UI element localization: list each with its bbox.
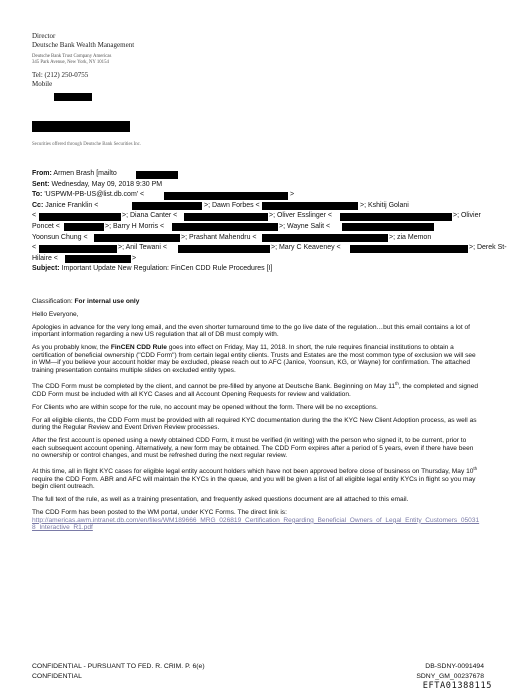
cc-part: Hilaire < — [32, 254, 58, 262]
to-label: To: — [32, 191, 43, 199]
redaction-name — [32, 121, 130, 132]
redaction-from — [136, 171, 178, 179]
to-line — [32, 190, 487, 201]
cdd-form-link[interactable]: http://americas.awm.intranet.db.com/en/files/WM189666_MRG_026819_Certification_Regarding_Beneficial_Owners_of_Legal_Entity_Customers_050318_Interactive_R1.pdf — [32, 516, 480, 532]
redaction-cc — [39, 245, 117, 253]
cc-part: > — [132, 254, 137, 262]
redaction-cc — [350, 245, 468, 253]
paragraph-2-b: goes into effect on Friday, May 11, 2018. In short, the rule requires financial institutions to obtain a certification of beneficial ownership ("CDD Form") from certain legal entity clients. Trusts and Estates are the most common type of exclusion we will see in WM—if you believe your account holder may be excluded, please reach out to AFC (Janice, Yoonsun, KG, or Wayne) for confirmation. The attached training presentation contains multiple slides on excluded entity types. — [32, 344, 476, 375]
paragraph-4: For Clients who are within scope for the rule, no account may be opened without the form. There will be no exceptions. — [32, 403, 378, 411]
cc-line-2 — [32, 211, 487, 222]
signature-company: Deutsche Bank Wealth Management — [32, 40, 135, 49]
redaction-cc — [94, 234, 180, 242]
redaction-mobile — [54, 93, 92, 101]
redaction-cc — [262, 202, 358, 210]
paragraph-7-b: require the CDD Form. ABR and AFC will maintain the KYCs in the queue, and you will be given a list of all eligible legal entity KYCs in flight so you may begin client outreach. — [32, 475, 476, 491]
cc-line-3 — [32, 222, 487, 233]
classification-value: For internal use only — [74, 298, 140, 305]
signature-block — [32, 32, 134, 88]
subject-label: Subject: — [32, 265, 60, 273]
cc-part: >; Derek St- — [469, 244, 507, 252]
paragraph-2 — [32, 344, 482, 374]
cc-part: >; Anil Tewani < — [118, 244, 167, 252]
redaction-to — [164, 192, 288, 200]
redaction-cc — [340, 213, 452, 221]
paragraph-8: The full text of the rule, as well as a training presentation, and frequently asked questions document are all attached to this email. — [32, 496, 409, 504]
classification — [32, 298, 482, 306]
to-value: 'USPWM-PB-US@list.db.com' < — [44, 191, 145, 199]
cc-line-6 — [32, 254, 487, 265]
cc-part: < — [32, 212, 37, 220]
cc-part: >; Kshitij Golani — [360, 201, 409, 209]
redaction-cc — [172, 223, 278, 231]
paragraph-2-bold: FinCEN CDD Rule — [110, 344, 167, 352]
paragraph-3-a: The CDD Form must be completed by the client, and cannot be pre-filled by anyone at Deutsche Bank. Beginning on May 11 — [32, 383, 396, 391]
sent-label: Sent: — [32, 180, 50, 188]
from-line — [32, 169, 487, 180]
bates-number: EFTA01388115 — [422, 681, 492, 691]
cc-part: Janice Franklin < — [45, 201, 99, 209]
cc-part: Poncet < — [32, 222, 60, 230]
cc-part: >; Barry H Morris < — [105, 222, 165, 230]
signature-mobile: Mobile — [32, 79, 53, 88]
cc-line-1 — [32, 201, 487, 212]
signature-tel: Tel: (212) 250-0755 — [32, 71, 89, 80]
cc-part: >; Olivier — [453, 212, 481, 220]
subject-value: Important Update New Regulation: FinCen CDD Rule Procedures [I] — [61, 265, 273, 273]
redaction-cc — [65, 255, 131, 263]
redaction-cc — [262, 234, 388, 242]
cc-label: Cc: — [32, 201, 44, 209]
cc-part: >; Diana Canter < — [122, 212, 178, 220]
signature-address: 345 Park Avenue, New York, NY 10154 — [32, 60, 109, 66]
signature-title: Director — [32, 32, 56, 40]
paragraph-3-sup: th — [395, 380, 399, 386]
greeting: Hello Everyone, — [32, 310, 79, 318]
cc-part: >; Dawn Forbes < — [204, 201, 260, 209]
cc-part: >; Wayne Salit < — [279, 222, 331, 230]
classification-label: Classification: — [32, 298, 73, 305]
to-end: > — [290, 191, 295, 199]
from-value: Armen Brash [mailto — [53, 170, 117, 177]
paragraph-5: For all eligible clients, the CDD Form must be provided with all required KYC documentation during the the KYC New Client Adoption process, as well as during the Regular Review and Event Driven Review processes. — [32, 416, 477, 432]
footer-left-1: CONFIDENTIAL - PURSUANT TO FED. R. CRIM. P. 6(e) — [32, 663, 205, 670]
cc-part: >; Mary C Keaveney < — [271, 244, 341, 252]
cc-part: Yoonsun Chung < — [32, 233, 88, 241]
sent-value: Wednesday, May 09, 2018 9:30 PM — [51, 180, 163, 188]
securities-disclaimer: Securities offered through Deutsche Bank Securities Inc. — [32, 142, 142, 147]
paragraph-7-sup: th — [473, 466, 478, 472]
cc-part: >; Prashant Mahendru < — [181, 233, 257, 241]
paragraph-3-b: , the completed and signed CDD Form must be included with all KYC Cases and all Account Opening Requests for review and validation. — [32, 383, 479, 398]
footer-right-1: DB-SDNY-0091494 — [425, 663, 484, 670]
cc-line-5 — [32, 243, 507, 254]
sent-line — [32, 180, 487, 191]
redaction-cc — [64, 223, 104, 231]
cc-line-4 — [32, 233, 487, 244]
signature-trust-line: Deutsche Bank Trust Company Americas — [32, 54, 112, 59]
redaction-cc — [132, 202, 202, 210]
cc-part: >; zia Memon — [389, 233, 432, 241]
paragraph-1: Apologies in advance for the very long email, and the even shorter turnaround time to the go live date of the regulation…but this email contains a lot of important information regarding a new US regulation that all of DB must comply with. — [32, 323, 471, 339]
paragraph-7-a: At this time, all in flight KYC cases for eligible legal entity account holders which have not been approved before close of business on Thursday, May 10 — [32, 468, 474, 476]
redaction-cc — [184, 213, 268, 221]
from-label: From: — [32, 170, 52, 177]
redaction-cc — [342, 223, 434, 231]
paragraph-9 — [32, 509, 482, 532]
paragraph-6: After the first account is opened using a newly obtained CDD Form, it must be verified (in writing) with the person who signed it, to be current, prior to each subsequent account opening. Alternatively, a new form may be obtained. The CDD Form expires after a period of 5 years, even if there have been no ownership or control changes, and must be refreshed during the next regular review. — [32, 436, 474, 460]
redaction-cc — [39, 213, 121, 221]
email-body — [32, 298, 482, 532]
cc-part: < — [32, 244, 37, 252]
email-header — [32, 169, 507, 275]
cc-part: >; Oliver Esslinger < — [269, 212, 333, 220]
paragraph-7 — [32, 465, 482, 491]
paragraph-3 — [32, 380, 482, 398]
paragraph-9-text: The CDD Form has been posted to the WM portal, under KYC Forms. The direct link is: — [32, 509, 287, 517]
subject-line — [32, 264, 487, 275]
paragraph-2-a: As you probably know, the — [32, 344, 111, 352]
footer-left-2: CONFIDENTIAL — [32, 673, 82, 680]
redaction-cc — [178, 245, 270, 253]
footer-right-2: SDNY_GM_00237678 — [416, 673, 484, 680]
